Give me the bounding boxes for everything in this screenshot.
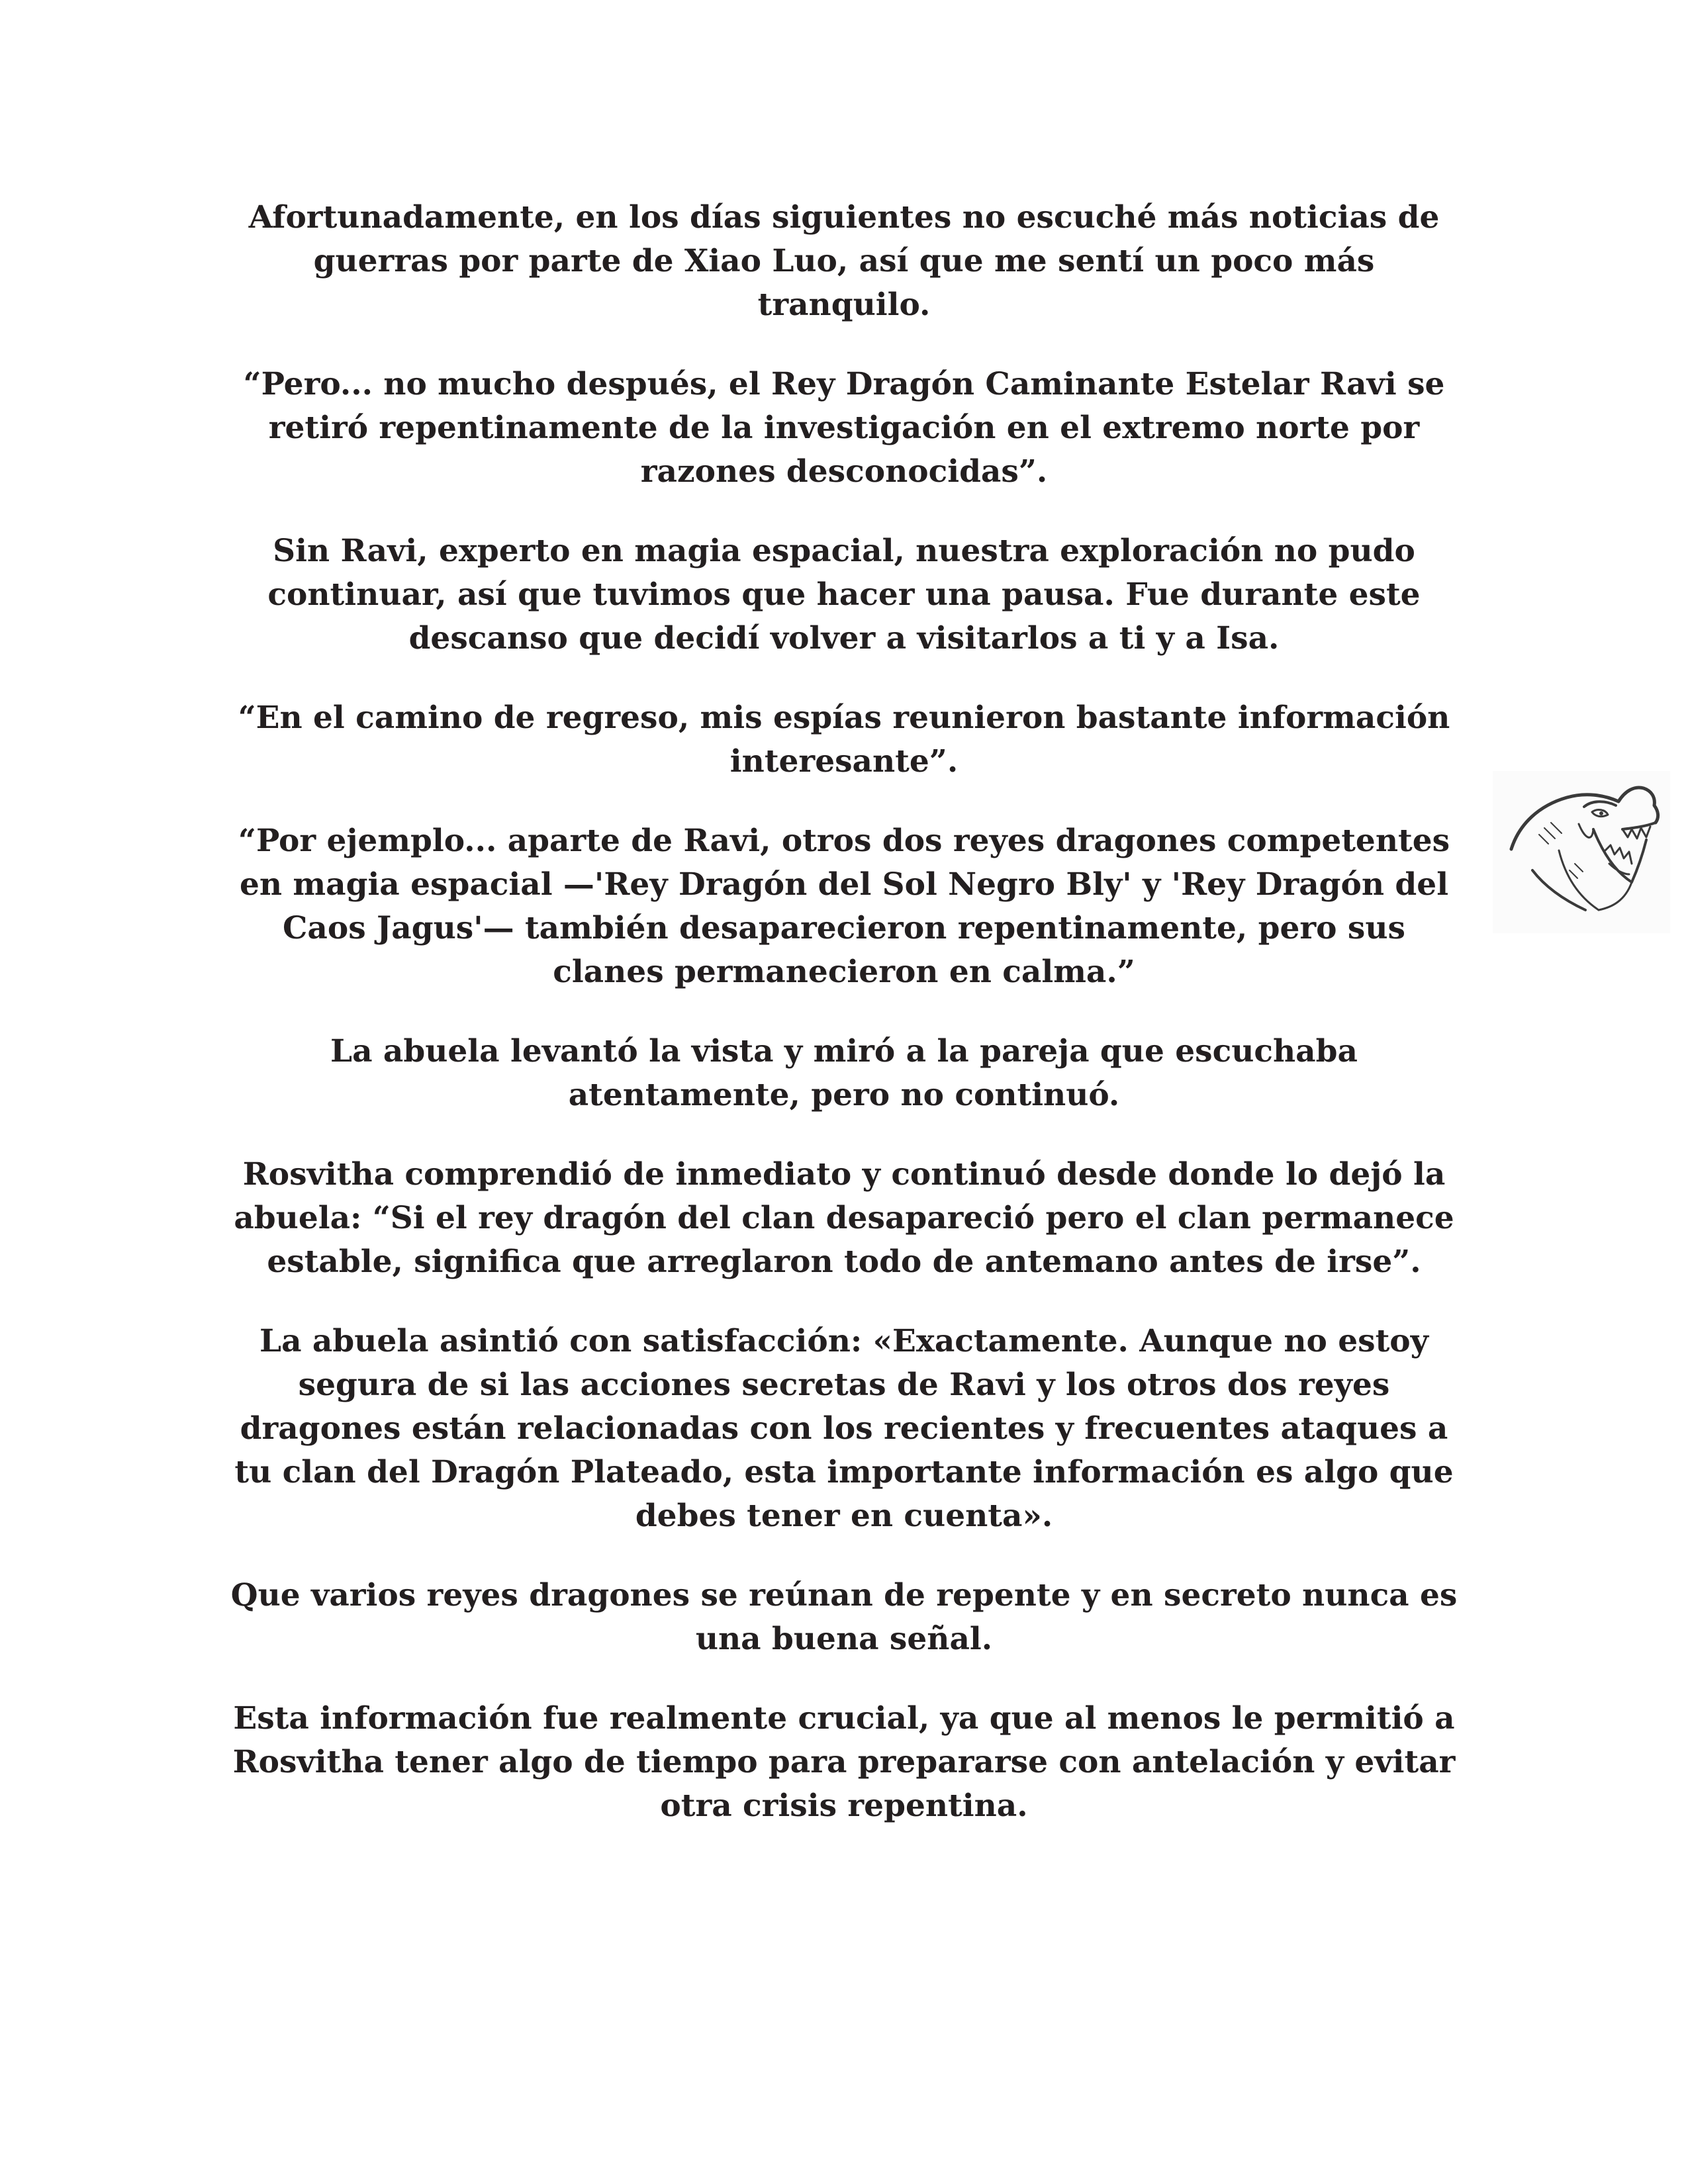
paragraph: Sin Ravi, experto en magia espacial, nuestra exploración no pudo continuar, así que tuvimos que hacer una pausa. Fue durante este descanso que decidí volver a visitarlos a ti y a Isa. <box>267 533 1421 657</box>
page-body <box>225 196 1463 1864</box>
paragraph: La abuela levantó la vista y miró a la pareja que escuchaba atentamente, pero no continuó. <box>330 1033 1358 1113</box>
dragon-head-sketch-icon <box>1493 771 1670 933</box>
paragraph: La abuela asintió con satisfacción: «Exactamente. Aunque no estoy segura de si las acciones secretas de Ravi y los otros dos reyes dragones están relacionadas con los recientes y frecuentes ataques a tu clan del Dragón Plateado, esta importante información es algo que debes tener en cuenta». <box>234 1323 1454 1534</box>
paragraph: “Pero... no mucho después, el Rey Dragón Caminante Estelar Ravi se retiró repentinamente de la investigación en el extremo norte por razones desconocidas”. <box>243 366 1445 490</box>
paragraph: Que varios reyes dragones se reúnan de repente y en secreto nunca es una buena señal. <box>230 1577 1458 1657</box>
paragraph: “Por ejemplo... aparte de Ravi, otros dos reyes dragones competentes en magia espacial —'Rey Dragón del Sol Negro Bly' y 'Rey Dragón del Caos Jagus'— también desaparecieron repentinamente, pero sus clanes permanecieron en calma.” <box>238 823 1450 990</box>
paragraph: Esta información fue realmente crucial, ya que al menos le permitió a Rosvitha tener algo de tiempo para prepararse con antelación y evitar otra crisis repentina. <box>232 1700 1456 1824</box>
paragraph: Rosvitha comprendió de inmediato y continuó desde donde lo dejó la abuela: “Si el rey dragón del clan desapareció pero el clan permanece estable, significa que arreglaron todo de antemano antes de irse”. <box>234 1156 1454 1280</box>
paragraph: Afortunadamente, en los días siguientes no escuché más noticias de guerras por parte de Xiao Luo, así que me sentí un poco más tranquilo. <box>248 199 1440 323</box>
paragraph: “En el camino de regreso, mis espías reunieron bastante información interesante”. <box>238 700 1450 780</box>
